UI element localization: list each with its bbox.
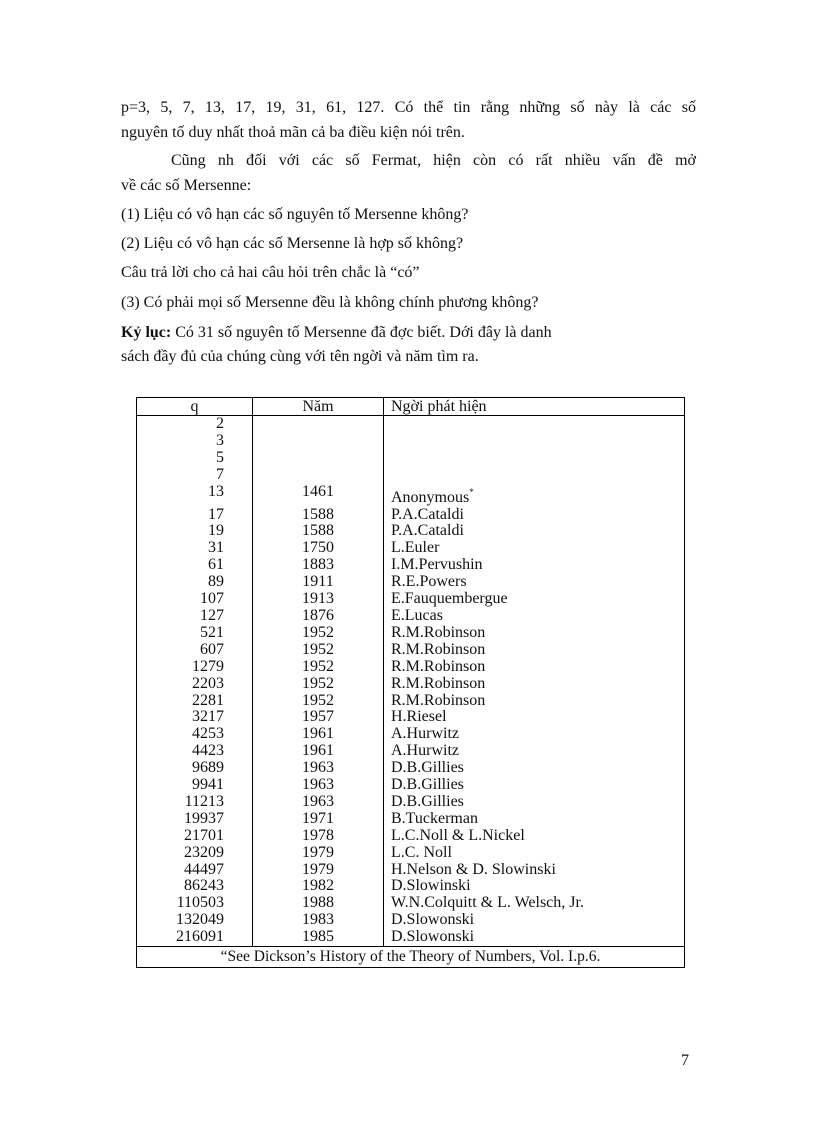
table-row	[137, 726, 685, 743]
cell-year: 1983	[253, 912, 384, 929]
record-text: Có 31 số nguyên tố Mersenne đã đợc biết. Dới đây là danh	[171, 324, 552, 341]
cell-q: 9941	[137, 777, 253, 794]
cell-discoverer: D.B.Gillies	[384, 777, 685, 794]
cell-year	[253, 416, 384, 433]
cell-year: 1979	[253, 845, 384, 862]
paragraph-line: Cũng nh đối với các số Fermat, hiện còn có rất nhiều vấn đề mở	[171, 152, 696, 169]
cell-year: 1963	[253, 760, 384, 777]
cell-q: 107	[137, 591, 253, 608]
cell-discoverer: D.B.Gillies	[384, 760, 685, 777]
cell-q: 7	[137, 467, 253, 484]
record-line-2: sách đầy đủ của chúng cùng với tên ngời và năm tìm ra.	[121, 348, 479, 365]
record-label: Kỷ lục:	[121, 324, 172, 341]
cell-year: 1913	[253, 591, 384, 608]
table-row	[137, 484, 685, 507]
cell-q: 132049	[137, 912, 253, 929]
cell-q: 13	[137, 484, 253, 507]
cell-q: 23209	[137, 845, 253, 862]
table-row	[137, 450, 685, 467]
table-row	[137, 777, 685, 794]
cell-year: 1978	[253, 828, 384, 845]
cell-q: 11213	[137, 794, 253, 811]
cell-discoverer: D.Slowonski	[384, 929, 685, 946]
cell-discoverer: R.M.Robinson	[384, 693, 685, 710]
cell-year: 1982	[253, 878, 384, 895]
footnote-marker: *	[469, 486, 474, 497]
table-row	[137, 557, 685, 574]
cell-q: 31	[137, 540, 253, 557]
cell-year: 1988	[253, 895, 384, 912]
cell-discoverer	[384, 416, 685, 433]
table-row	[137, 828, 685, 845]
table-row	[137, 591, 685, 608]
cell-q: 1279	[137, 659, 253, 676]
table-row	[137, 574, 685, 591]
table-row	[137, 811, 685, 828]
cell-discoverer: W.N.Colquitt & L. Welsch, Jr.	[384, 895, 685, 912]
table-row	[137, 433, 685, 450]
table-row	[137, 659, 685, 676]
cell-year: 1952	[253, 693, 384, 710]
cell-q: 4423	[137, 743, 253, 760]
cell-q: 17	[137, 507, 253, 524]
mersenne-table	[136, 397, 685, 968]
cell-year: 1963	[253, 777, 384, 794]
answer-line: Câu trả lời cho cả hai câu hỏi trên chắc là “có”	[121, 264, 420, 281]
cell-discoverer: H.Nelson & D. Slowinski	[384, 862, 685, 879]
table-row	[137, 912, 685, 929]
cell-year: 1979	[253, 862, 384, 879]
cell-q: 2	[137, 416, 253, 433]
table-row	[137, 878, 685, 895]
cell-q: 21701	[137, 828, 253, 845]
cell-discoverer: I.M.Pervushin	[384, 557, 685, 574]
cell-discoverer: R.M.Robinson	[384, 659, 685, 676]
table-row	[137, 540, 685, 557]
header-year: Năm	[253, 398, 384, 416]
cell-year: 1957	[253, 709, 384, 726]
table-footnote: “See Dickson’s History of the Theory of Numbers, Vol. I.p.6.	[137, 947, 685, 968]
table-row	[137, 642, 685, 659]
table-row	[137, 845, 685, 862]
table-row	[137, 625, 685, 642]
cell-discoverer: D.B.Gillies	[384, 794, 685, 811]
cell-discoverer	[384, 433, 685, 450]
cell-discoverer: P.A.Cataldi	[384, 523, 685, 540]
table-row	[137, 693, 685, 710]
table-row	[137, 523, 685, 540]
cell-discoverer: Anonymous*	[384, 484, 685, 507]
cell-discoverer: P.A.Cataldi	[384, 507, 685, 524]
cell-year: 1971	[253, 811, 384, 828]
cell-year: 1588	[253, 507, 384, 524]
cell-q: 9689	[137, 760, 253, 777]
cell-q: 3	[137, 433, 253, 450]
cell-discoverer	[384, 467, 685, 484]
cell-year: 1750	[253, 540, 384, 557]
cell-year: 1985	[253, 929, 384, 946]
paragraph-line: p=3, 5, 7, 13, 17, 19, 31, 61, 127. Có thể tin rằng những số này là các số	[121, 99, 696, 116]
cell-year	[253, 433, 384, 450]
cell-year: 1952	[253, 676, 384, 693]
header-discoverer: Ngời phát hiện	[384, 398, 685, 416]
cell-year	[253, 467, 384, 484]
table-row	[137, 676, 685, 693]
table-row	[137, 507, 685, 524]
table-row	[137, 467, 685, 484]
cell-discoverer: R.M.Robinson	[384, 642, 685, 659]
cell-discoverer: L.Euler	[384, 540, 685, 557]
cell-q: 4253	[137, 726, 253, 743]
paragraph-line: về các số Mersenne:	[121, 177, 252, 194]
cell-discoverer: E.Lucas	[384, 608, 685, 625]
table-row	[137, 743, 685, 760]
cell-q: 89	[137, 574, 253, 591]
cell-year: 1461	[253, 484, 384, 507]
cell-year: 1952	[253, 625, 384, 642]
table-header-row	[137, 398, 685, 416]
cell-q: 216091	[137, 929, 253, 946]
cell-q: 2281	[137, 693, 253, 710]
paragraph-line: nguyên tố duy nhất thoả mãn cả ba điều kiện nói trên.	[121, 124, 465, 141]
cell-year: 1961	[253, 743, 384, 760]
cell-discoverer: R.M.Robinson	[384, 625, 685, 642]
table-row	[137, 794, 685, 811]
cell-discoverer: R.E.Powers	[384, 574, 685, 591]
cell-q: 3217	[137, 709, 253, 726]
cell-q: 110503	[137, 895, 253, 912]
cell-q: 607	[137, 642, 253, 659]
cell-q: 5	[137, 450, 253, 467]
cell-q: 127	[137, 608, 253, 625]
cell-q: 61	[137, 557, 253, 574]
cell-discoverer: A.Hurwitz	[384, 743, 685, 760]
cell-year: 1963	[253, 794, 384, 811]
question-1: (1) Liệu có vô hạn các số nguyên tố Mersenne không?	[121, 206, 469, 223]
cell-q: 521	[137, 625, 253, 642]
cell-discoverer: D.Slowinski	[384, 878, 685, 895]
cell-year: 1911	[253, 574, 384, 591]
cell-year	[253, 450, 384, 467]
cell-q: 86243	[137, 878, 253, 895]
cell-q: 19	[137, 523, 253, 540]
cell-q: 44497	[137, 862, 253, 879]
cell-discoverer	[384, 450, 685, 467]
table-row	[137, 760, 685, 777]
record-paragraph	[121, 320, 661, 345]
cell-discoverer: L.C.Noll & L.Nickel	[384, 828, 685, 845]
cell-year: 1876	[253, 608, 384, 625]
cell-discoverer: L.C. Noll	[384, 845, 685, 862]
page-number: 7	[681, 1052, 689, 1069]
table-row	[137, 929, 685, 946]
cell-discoverer: A.Hurwitz	[384, 726, 685, 743]
table-row	[137, 608, 685, 625]
cell-year: 1588	[253, 523, 384, 540]
table-row	[137, 895, 685, 912]
cell-discoverer: B.Tuckerman	[384, 811, 685, 828]
header-q: q	[137, 398, 253, 416]
cell-discoverer: E.Fauquembergue	[384, 591, 685, 608]
cell-discoverer: H.Riesel	[384, 709, 685, 726]
cell-year: 1952	[253, 659, 384, 676]
cell-year: 1883	[253, 557, 384, 574]
table-row	[137, 416, 685, 433]
question-3: (3) Có phải mọi số Mersenne đều là không chính phương không?	[121, 294, 539, 311]
cell-discoverer: D.Slowonski	[384, 912, 685, 929]
cell-q: 19937	[137, 811, 253, 828]
table-row	[137, 862, 685, 879]
question-2: (2) Liệu có vô hạn các số Mersenne là hợp số không?	[121, 235, 464, 252]
cell-discoverer: R.M.Robinson	[384, 676, 685, 693]
table-row	[137, 709, 685, 726]
cell-year: 1952	[253, 642, 384, 659]
cell-year: 1961	[253, 726, 384, 743]
cell-q: 2203	[137, 676, 253, 693]
